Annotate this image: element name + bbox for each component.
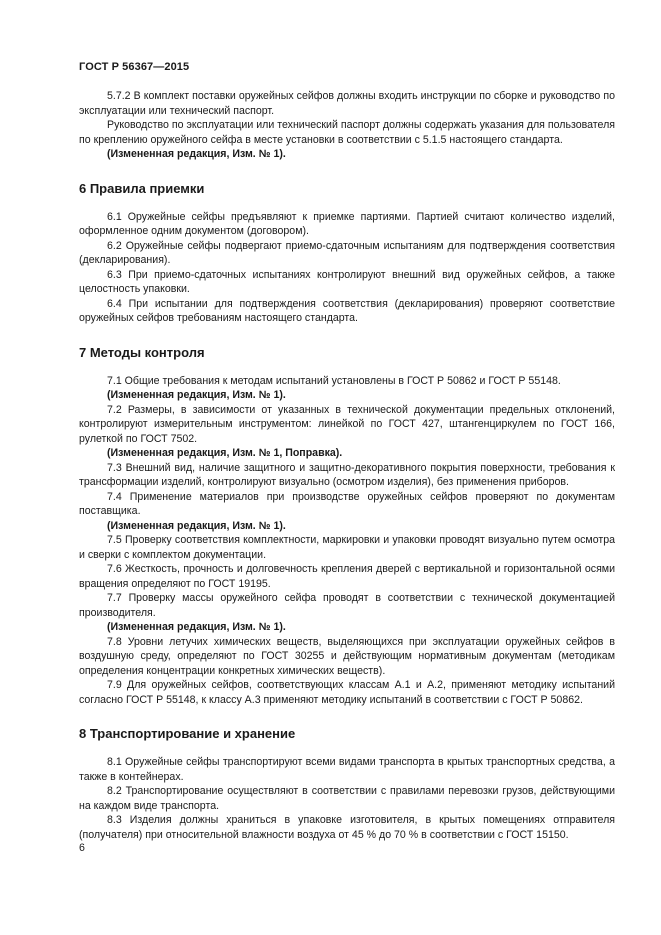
paragraph-6-4: 6.4 При испытании для подтверждения соответствия (декларирования) проверяют соответствие оружейных сейфов требованиям настоящего стандарта.: [79, 297, 615, 324]
paragraph-5-7-2: 5.7.2 В комплект поставки оружейных сейфов должны входить инструкции по сборке и руководство по эксплуатации или технический паспорт.: [79, 90, 615, 117]
paragraph-7-7: 7.7 Проверку массы оружейного сейфа проводят в соответствии с технической документацией производителя.: [79, 592, 615, 619]
page-number: 6: [79, 842, 85, 854]
paragraph-7-6: 7.6 Жесткость, прочность и долговечность крепления дверей с вертикальной и горизонтальной осями вращения определяют по ГОСТ 19195.: [79, 563, 615, 590]
revision-note: (Измененная редакция, Изм. № 1).: [107, 389, 286, 401]
paragraph-6-2: 6.2 Оружейные сейфы подвергают приемо-сдаточным испытаниям для подтверждения соответствия (декларирования).: [79, 239, 615, 266]
page-content: [79, 89, 615, 842]
revision-note: (Измененная редакция, Изм. № 1).: [107, 621, 286, 633]
paragraph-7-8: 7.8 Уровни летучих химических веществ, выделяющихся при эксплуатации оружейных сейфов в воздушную среду, определяют по ГОСТ 30255 и действующим нормативным документам (методикам определения концентрации конкретных химических веществ).: [79, 635, 615, 677]
section-heading-6: 6 Правила приемки: [79, 180, 205, 196]
paragraph-7-3: 7.3 Внешний вид, наличие защитного и защитно-декоративного покрытия поверхности, требования к трансформации изделий, контролируют визуально (осмотром изделия), без применения приборов.: [79, 461, 615, 488]
revision-note: (Измененная редакция, Изм. № 1, Поправка).: [107, 447, 343, 459]
section-heading-8: 8 Транспортирование и хранение: [79, 726, 296, 741]
paragraph-8-3: 8.3 Изделия должны храниться в упаковке изготовителя, в крытых помещениях отправителя (получателя) при относительной влажности воздуха от 45 % до 70 % в соответствии с ГОСТ 15150.: [79, 814, 615, 841]
paragraph-6-3: 6.3 При приемо-сдаточных испытаниях контролируют внешний вид оружейных сейфов, а также целостность упаковки.: [79, 268, 615, 295]
paragraph-7-9: 7.9 Для оружейных сейфов, соответствующих классам А.1 и А.2, применяют методику испытаний согласно ГОСТ Р 55148, к классу А.3 применяют методику испытаний в соответствии с ГОСТ Р 50862.: [79, 679, 615, 706]
paragraph-7-1: 7.1 Общие требования к методам испытаний установлены в ГОСТ Р 50862 и ГОСТ Р 55148.: [107, 374, 561, 387]
revision-note: (Измененная редакция, Изм. № 1).: [107, 148, 286, 160]
paragraph-7-5: 7.5 Проверку соответствия комплектности, маркировки и упаковки проводят визуально путем осмотра и сверки с комплектом документации.: [79, 534, 615, 561]
paragraph-7-2: 7.2 Размеры, в зависимости от указанных в технической документации предельных отклонений, контролируют измерительным инструментом: линейкой по ГОСТ 427, штангенциркулем по ГОСТ 166, рулеткой по ГОСТ 7502.: [79, 403, 615, 445]
paragraph-7-4: 7.4 Применение материалов при производстве оружейных сейфов проверяют по документам поставщика.: [79, 490, 615, 517]
paragraph-manual-requirements: Руководство по эксплуатации или технический паспорт должны содержать указания для пользователя по креплению оружейного сейфа в месте установки в соответствии с 5.1.5 настоящего стандарта.: [79, 119, 615, 146]
section-heading-7: 7 Методы контроля: [79, 344, 205, 360]
paragraph-8-1: 8.1 Оружейные сейфы транспортируют всеми видами транспорта в крытых транспортных средства, а также в контейнерах.: [79, 756, 615, 783]
paragraph-8-2: 8.2 Транспортирование осуществляют в соответствии с правилами перевозки грузов, действующими на каждом виде транспорта.: [79, 785, 615, 812]
document-code-header: ГОСТ Р 56367—2015: [79, 61, 190, 73]
revision-note: (Измененная редакция, Изм. № 1).: [107, 519, 286, 532]
paragraph-6-1: 6.1 Оружейные сейфы предъявляют к приемке партиями. Партией считают количество изделий, оформленное одним документом (договором).: [79, 210, 615, 237]
